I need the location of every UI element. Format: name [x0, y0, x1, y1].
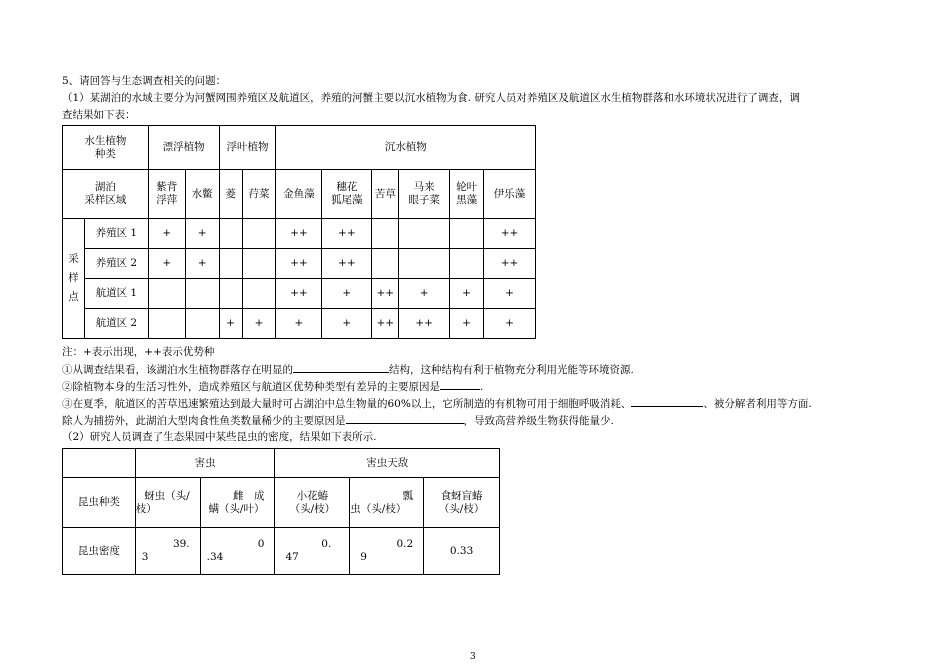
table-row	[63, 279, 536, 309]
species-header: 马来 眼子菜	[399, 170, 450, 219]
table-row	[63, 249, 536, 279]
insect-density-table	[62, 448, 500, 575]
answer-blank[interactable]	[631, 396, 703, 407]
cell	[242, 279, 276, 309]
table-note: 注：+表示出现，++表示优势种	[62, 346, 215, 358]
page-number: 3	[470, 652, 476, 662]
species-label: 昆虫种类	[63, 478, 136, 528]
row-label: 养殖区 2	[84, 249, 148, 279]
species-header: 金鱼藻	[276, 170, 322, 219]
cell: ++	[484, 219, 536, 249]
density-label: 昆虫密度	[63, 528, 136, 575]
density-value: 39. 3	[135, 528, 200, 575]
cell	[185, 309, 219, 339]
table-row	[63, 309, 536, 339]
species-flower-bug: 小花蝽 （头/枝）	[275, 478, 350, 528]
species-header: 菱	[219, 170, 242, 219]
cell	[372, 219, 399, 249]
group-enemy: 害虫天敌	[275, 449, 500, 478]
cell: ++	[322, 249, 372, 279]
cell: ++	[484, 249, 536, 279]
species-header: 荇菜	[242, 170, 276, 219]
row-label: 航道区 2	[84, 309, 148, 339]
density-value: 0.33	[424, 528, 500, 575]
cell: +	[322, 279, 372, 309]
cell: ++	[372, 309, 399, 339]
sample-point-label: 采 样 点	[63, 219, 85, 339]
cell: +	[242, 309, 276, 339]
cell: +	[219, 309, 242, 339]
cell	[399, 249, 450, 279]
species-mirid: 食蚜盲蝽 （头/枝）	[424, 478, 500, 528]
species-header: 紫背 浮萍	[148, 170, 185, 219]
cell: ++	[276, 219, 322, 249]
cell	[148, 309, 185, 339]
group-floating: 漂浮植物	[148, 126, 219, 170]
group-pest: 害虫	[135, 449, 275, 478]
cell	[148, 279, 185, 309]
cell: +	[484, 309, 536, 339]
cell	[242, 249, 276, 279]
table-row	[63, 219, 536, 249]
row-label: 养殖区 1	[84, 219, 148, 249]
species-header: 苦草	[372, 170, 399, 219]
cell: ++	[322, 219, 372, 249]
cell: +	[276, 309, 322, 339]
part1-intro-line2: 查结果如下表：	[62, 109, 136, 121]
cell	[242, 219, 276, 249]
header-aquatic-species: 水生植物 种类	[63, 126, 149, 170]
blank-corner	[63, 449, 136, 478]
cell: +	[399, 279, 450, 309]
cell	[219, 279, 242, 309]
table-row	[63, 528, 500, 575]
cell: +	[148, 249, 185, 279]
cell	[219, 249, 242, 279]
cell: +	[185, 219, 219, 249]
question-title: 5、请回答与生态调查相关的问题：	[62, 75, 227, 87]
part1-intro-line1: （1）某湖泊的水域主要分为河蟹网围养殖区及航道区，养殖的河蟹主要以沉水植物为食. 研究人员对养殖区及航道区水生植物群落和水环境状况进行了调查，调	[62, 92, 800, 104]
density-value: 0 .34	[200, 528, 275, 575]
cell: +	[322, 309, 372, 339]
answer-blank[interactable]	[440, 379, 480, 390]
cell: ++	[276, 279, 322, 309]
cell: ++	[276, 249, 322, 279]
part2-intro: （2）研究人员调查了生态果园中某些昆虫的密度，结果如下表所示.	[62, 431, 377, 443]
aquatic-plant-table	[62, 125, 536, 339]
species-aphid: 蚜虫（头/ 枝）	[135, 478, 200, 528]
group-submerged: 沉水植物	[276, 126, 536, 170]
density-value: 0. 47	[275, 528, 350, 575]
species-ladybug: 瓢 虫（头/枝）	[350, 478, 424, 528]
cell: ++	[399, 309, 450, 339]
species-mite: 雌 成 螨（头/叶）	[200, 478, 275, 528]
answer-blank[interactable]	[346, 413, 464, 424]
cell: +	[450, 309, 484, 339]
question-1: ①从调查结果看，该湖泊水生植物群落存在明显的 结构，这种结构有利于植物充分利用光能等环境资源.	[62, 364, 634, 376]
species-header: 穗花 狐尾藻	[322, 170, 372, 219]
cell: ++	[372, 279, 399, 309]
cell	[450, 219, 484, 249]
group-floating-leaf: 浮叶植物	[219, 126, 276, 170]
answer-blank[interactable]	[293, 362, 389, 373]
cell	[399, 219, 450, 249]
cell	[450, 249, 484, 279]
species-header: 轮叶 黑藻	[450, 170, 484, 219]
row-label: 航道区 1	[84, 279, 148, 309]
density-value: 0.2 9	[350, 528, 424, 575]
species-header: 伊乐藻	[484, 170, 536, 219]
cell: +	[185, 249, 219, 279]
cell	[219, 219, 242, 249]
cell	[372, 249, 399, 279]
cell: +	[484, 279, 536, 309]
species-header: 水鳖	[185, 170, 219, 219]
cell: +	[450, 279, 484, 309]
header-sample-area: 湖泊 采样区域	[63, 170, 149, 219]
cell: +	[148, 219, 185, 249]
question-3: ③在夏季，航道区的苦草迅速繁殖达到最大量时可占湖泊中总生物量的60%以上，它所制造的有机物可用于细胞呼吸消耗、 、被分解者利用等方面.	[62, 398, 812, 410]
question-4: 除人为捕捞外，此湖泊大型肉食性鱼类数量稀少的主要原因是 ，导致高营养级生物获得能量少.	[62, 415, 614, 427]
question-2: ②除植物本身的生活习性外，造成养殖区与航道区优势种类型有差异的主要原因是 .	[62, 381, 484, 393]
cell	[185, 279, 219, 309]
